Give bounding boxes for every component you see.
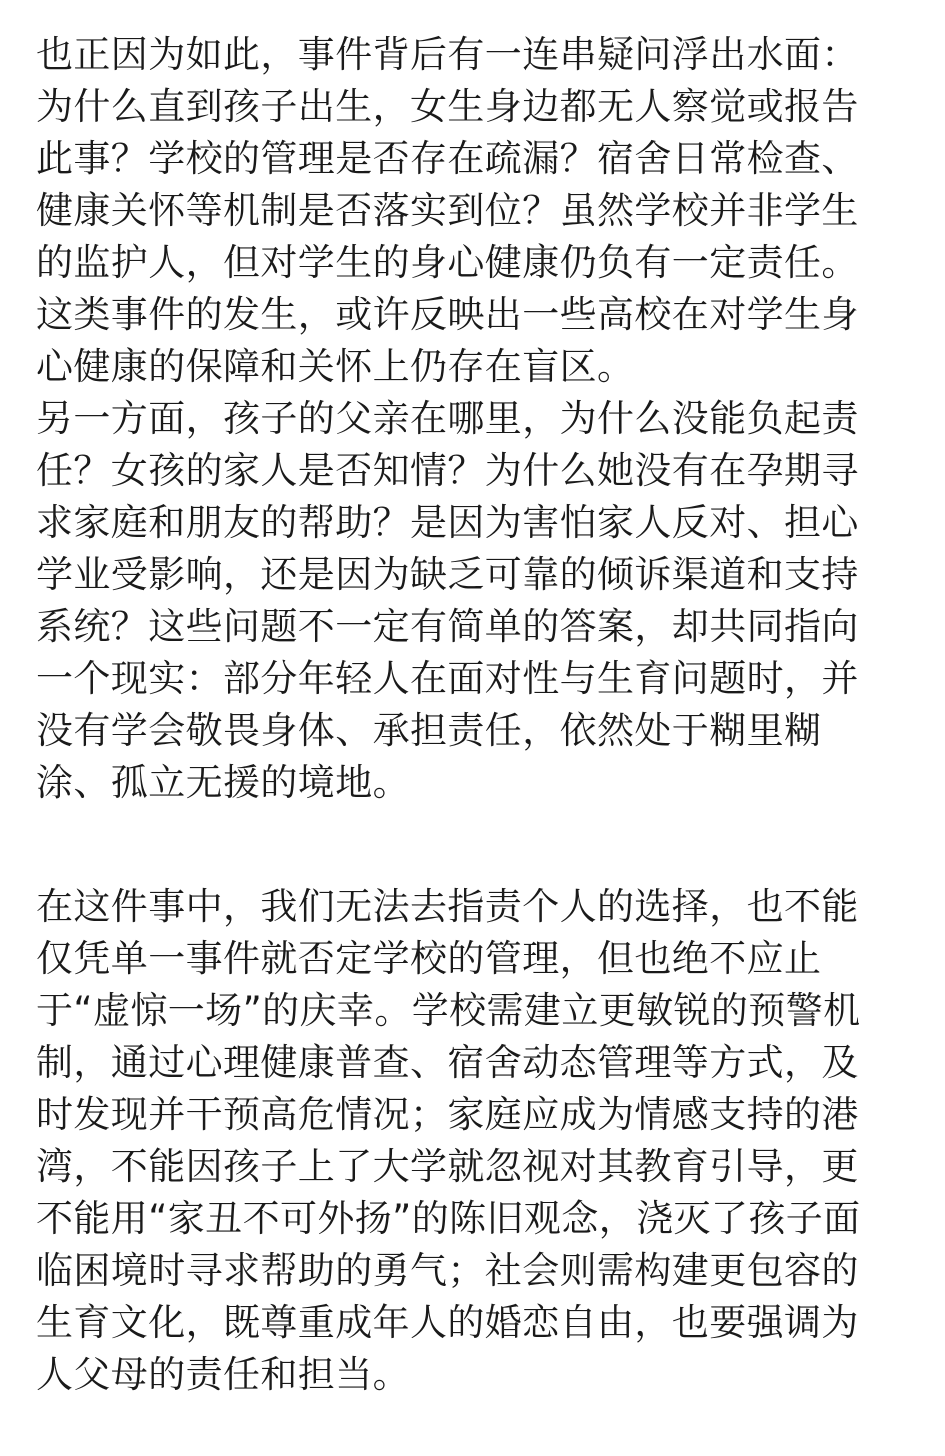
text-line: 生育文化，既尊重成年人的婚恋自由，也要强调为 [36, 1301, 859, 1344]
text-line: 临困境时寻求帮助的勇气；社会则需构建更包容的 [36, 1249, 859, 1292]
text-line: 此事？学校的管理是否存在疏漏？宿舍日常检查、 [36, 137, 859, 180]
text-line: 一个现实：部分年轻人在面对性与生育问题时，并 [36, 657, 859, 700]
text-line: 也正因为如此，事件背后有一连串疑问浮出水面： [36, 33, 859, 76]
text-line: 时发现并干预高危情况；家庭应成为情感支持的港 [36, 1093, 859, 1136]
text-line: 为什么直到孩子出生，女生身边都无人察觉或报告 [36, 85, 859, 128]
text-line: 不能用“家丑不可外扬”的陈旧观念，浇灭了孩子面 [36, 1197, 861, 1240]
text-line: 的监护人，但对学生的身心健康仍负有一定责任。 [36, 241, 859, 284]
text-line: 另一方面，孩子的父亲在哪里，为什么没能负起责 [36, 397, 859, 440]
text-line: 在这件事中，我们无法去指责个人的选择，也不能 [36, 885, 859, 928]
text-line: 人父母的责任和担当。 [36, 1353, 410, 1396]
text-line: 这类事件的发生，或许反映出一些高校在对学生身 [36, 293, 859, 336]
text-line: 学业受影响，还是因为缺乏可靠的倾诉渠道和支持 [36, 553, 859, 596]
text-line: 仅凭单一事件就否定学校的管理，但也绝不应止 [36, 937, 822, 980]
text-line: 任？女孩的家人是否知情？为什么她没有在孕期寻 [36, 449, 859, 492]
text-line: 健康关怀等机制是否落实到位？虽然学校并非学生 [36, 189, 859, 232]
text-line: 湾，不能因孩子上了大学就忽视对其教育引导，更 [36, 1145, 859, 1188]
text-line: 制，通过心理健康普查、宿舍动态管理等方式，及 [36, 1041, 859, 1084]
text-line: 涂、孤立无援的境地。 [36, 761, 410, 804]
text-line: 心健康的保障和关怀上仍存在盲区。 [36, 345, 635, 388]
text-line: 求家庭和朋友的帮助？是因为害怕家人反对、担心 [36, 501, 859, 544]
text-line: 于“虚惊一场”的庆幸。学校需建立更敏锐的预警机 [36, 989, 861, 1032]
text-line: 系统？这些问题不一定有简单的答案，却共同指向 [36, 605, 859, 648]
text-line: 没有学会敬畏身体、承担责任，依然处于糊里糊 [36, 709, 822, 752]
